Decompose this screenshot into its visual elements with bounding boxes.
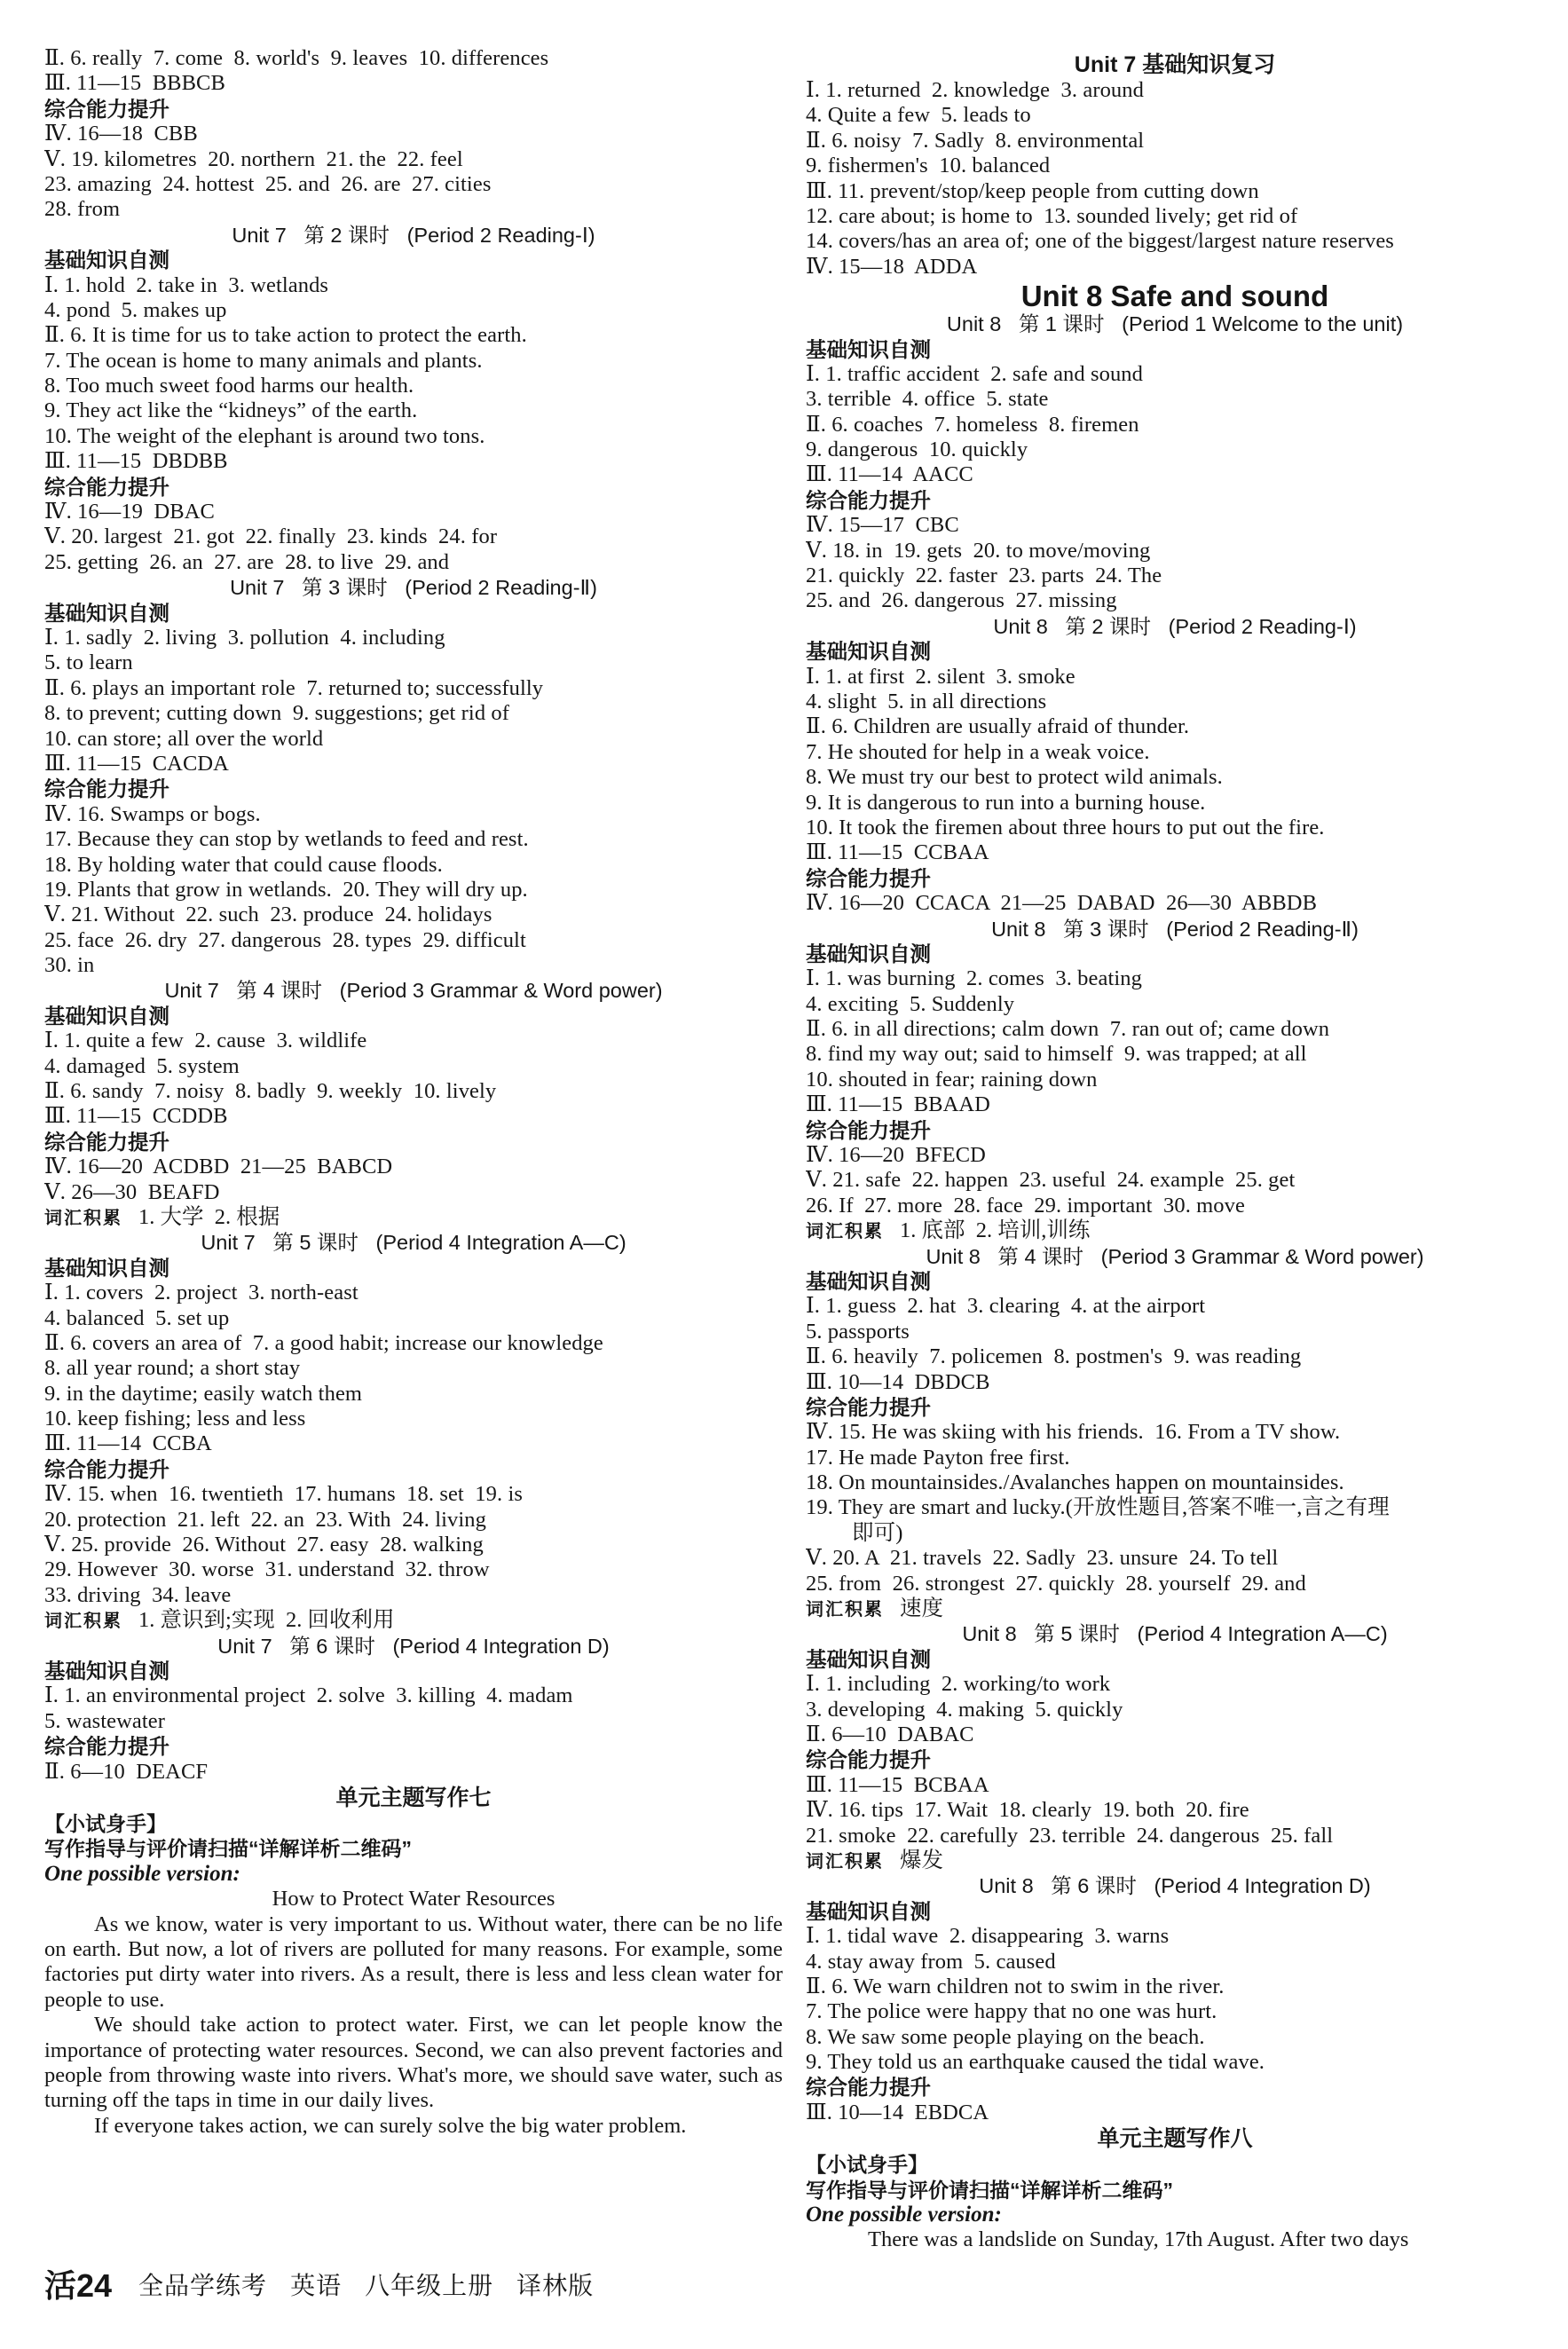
answer-line: Ⅳ. 16—20 CCACA 21—25 DABAD 26—30 ABBDB [806, 891, 1318, 916]
vocab-text: 速度 [900, 1596, 943, 1621]
section-heading: 基础知识自测 [806, 1269, 931, 1293]
section-heading: 综合能力提升 [806, 488, 931, 512]
section-heading: 综合能力提升 [44, 97, 169, 121]
answer-line: 8. Too much sweet food harms our health. [44, 374, 414, 398]
qr-tip: 写作指导与评价请扫描“详解详析二维码” [44, 1837, 412, 1861]
answer-line: Ⅱ. 6. Children are usually afraid of thunder. [806, 714, 1190, 739]
answer-line: Ⅱ. 6—10 DEACF [44, 1759, 209, 1784]
answer-line: Ⅳ. 15. He was skiing with his friends. 16. From a TV show. [806, 1420, 1341, 1445]
answer-line: 9. dangerous 10. quickly [806, 437, 1028, 462]
section-heading: 基础知识自测 [44, 1004, 169, 1028]
left-column [44, 46, 783, 2139]
answer-line: Ⅰ. 1. traffic accident 2. safe and sound [806, 361, 1144, 386]
answer-line: 4. slight 5. in all directions [806, 689, 1047, 713]
vocab-tag: 词汇积累 [806, 1851, 884, 1872]
answer-line: 29. However 30. worse 31. understand 32. throw [44, 1557, 490, 1582]
answer-line: Ⅲ. 10—14 DBDCB [806, 1369, 990, 1394]
essay-paragraph: We should take action to protect water. First, we can let people know the importance of protecting water resources. Second, we can also prevent factories and people from throwing waste into rivers. What's more, we should save water, such as turning off the taps in time in our daily lives. [44, 2013, 783, 2113]
unit-review-title: Unit 7 基础知识复习 [1074, 52, 1276, 77]
answer-line: 5. passports [806, 1319, 910, 1344]
answer-line: Ⅲ. 11—15 BCBAA [806, 1772, 989, 1797]
answer-line: Ⅳ. 16. Swamps or bogs. [44, 801, 261, 826]
possible-version-label: One possible version: [44, 1861, 240, 1886]
series-name: 全品学练考 [138, 2271, 268, 2299]
answer-line: Ⅲ. 11—15 BBBCB [44, 71, 225, 96]
answer-line: 10. keep fishing; less and less [44, 1407, 306, 1431]
answer-line: 8. find my way out; said to himself 9. was trapped; at all [806, 1042, 1307, 1067]
vocab-tag: 词汇积累 [44, 1208, 122, 1228]
answer-line: Ⅳ. 15—17 CBC [806, 513, 959, 538]
period-heading: Unit 8 第 3 课时 (Period 2 Reading-Ⅱ) [991, 917, 1359, 941]
answer-line: 28. from [44, 197, 121, 222]
answer-line: Ⅴ. 20. largest 21. got 22. finally 23. kinds 24. for [44, 524, 498, 549]
answer-line: 7. The police were happy that no one was hurt. [806, 1999, 1217, 2024]
essay-title: How to Protect Water Resources [272, 1887, 555, 1912]
answer-line: Ⅳ. 16. tips 17. Wait 18. clearly 19. both 20. fire [806, 1798, 1249, 1823]
answer-line: Ⅴ. 19. kilometres 20. northern 21. the 22. feel [44, 146, 463, 171]
answer-line: Ⅱ. 6. coaches 7. homeless 8. firemen [806, 412, 1139, 437]
section-heading: 综合能力提升 [806, 1395, 931, 1419]
answer-line: Ⅰ. 1. guess 2. hat 3. clearing 4. at the airport [806, 1294, 1206, 1319]
book-info [138, 2272, 617, 2299]
answer-line: Ⅰ. 1. quite a few 2. cause 3. wildlife [44, 1029, 367, 1053]
unit-title: Unit 8 Safe and sound [1020, 280, 1329, 313]
answer-line: 7. The ocean is home to many animals and plants. [44, 348, 483, 373]
essay-paragraph: If everyone takes action, we can surely solve the big water problem. [94, 2113, 687, 2138]
essay-paragraph: As we know, water is very important to us. Without water, there can be no life on earth. But now, a lot of rivers are polluted for many reasons. For example, some factories put dirty water into rivers. As a result, there is less and less clean water for people to use. [44, 1912, 783, 2012]
grade-name: 八年级上册 [365, 2271, 494, 2299]
answer-line: Ⅲ. 11—15 CACDA [44, 751, 229, 776]
answer-line: 9. in the daytime; easily watch them [44, 1381, 363, 1406]
edition-name: 译林版 [516, 2271, 595, 2299]
tryout-label: 【小试身手】 [44, 1811, 167, 1835]
answer-line: 25. and 26. dangerous 27. missing [806, 588, 1117, 613]
answer-line: 33. driving 34. leave [44, 1582, 232, 1607]
vocab-tag: 词汇积累 [806, 1222, 884, 1242]
answer-line: 17. Because they can stop by wetlands to feed and rest. [44, 827, 529, 852]
section-heading: 基础知识自测 [44, 1256, 169, 1280]
writing-section-title: 单元主题写作七 [335, 1785, 492, 1810]
subject-name: 英语 [290, 2271, 343, 2299]
answer-line: Ⅰ. 1. tidal wave 2. disappearing 3. warns [806, 1924, 1170, 1949]
answer-line: Ⅰ. 1. returned 2. knowledge 3. around [806, 78, 1144, 102]
page-footer [44, 2261, 617, 2302]
answer-line: 10. It took the firemen about three hours to put out the fire. [806, 815, 1325, 839]
answer-line: 18. On mountainsides./Avalanches happen on mountainsides. [806, 1470, 1344, 1495]
writing-section-title: 单元主题写作八 [1097, 2126, 1253, 2152]
answer-line: Ⅱ. 6. covers an area of 7. a good habit; increase our knowledge [44, 1330, 603, 1355]
section-heading: 综合能力提升 [44, 777, 169, 801]
answer-line: Ⅲ. 10—14 EBDCA [806, 2100, 989, 2124]
answer-line: 9. They act like the “kidneys” of the earth. [44, 398, 418, 423]
answer-line: 3. terrible 4. office 5. state [806, 387, 1049, 412]
answer-line: 19. They are smart and lucky.(开放性题目,答案不唯一,言之有理 [806, 1495, 1390, 1520]
answer-line: 14. covers/has an area of; one of the biggest/largest nature reserves [806, 229, 1394, 254]
section-heading: 综合能力提升 [806, 2076, 931, 2100]
answer-line: 25. from 26. strongest 27. quickly 28. yourself 29. and [806, 1571, 1306, 1596]
answer-line: 17. He made Payton free first. [806, 1445, 1070, 1470]
answer-line: 26. If 27. more 28. face 29. important 30. move [806, 1193, 1245, 1218]
section-heading: 基础知识自测 [44, 248, 169, 272]
tryout-label: 【小试身手】 [806, 2153, 928, 2177]
answer-line: Ⅰ. 1. sadly 2. living 3. pollution 4. including [44, 625, 445, 650]
answer-line: Ⅱ. 6—10 DABAC [806, 1722, 974, 1746]
answer-line: 21. quickly 22. faster 23. parts 24. The [806, 564, 1162, 588]
section-heading: 综合能力提升 [44, 1130, 169, 1154]
answer-line: Ⅱ. 6. sandy 7. noisy 8. badly 9. weekly 10. lively [44, 1079, 497, 1104]
period-heading: Unit 8 第 2 课时 (Period 2 Reading-Ⅰ) [993, 614, 1357, 638]
answer-line: Ⅳ. 16—20 ACDBD 21—25 BABCD [44, 1155, 393, 1179]
answer-line: 10. shouted in fear; raining down [806, 1067, 1098, 1092]
period-heading: Unit 8 第 1 课时 (Period 1 Welcome to the unit) [946, 312, 1404, 336]
answer-line: 4. exciting 5. Suddenly [806, 991, 1015, 1016]
answer-line: Ⅲ. 11—15 CCDDB [44, 1104, 228, 1129]
vocab-tag: 词汇积累 [806, 1600, 884, 1620]
answer-line: Ⅰ. 1. an environmental project 2. solve 3. killing 4. madam [44, 1683, 573, 1708]
section-heading: 综合能力提升 [806, 1748, 931, 1772]
section-heading: 基础知识自测 [806, 1899, 931, 1923]
answer-line: 3. developing 4. making 5. quickly [806, 1697, 1123, 1722]
vocab-text: 1. 意识到;实现 2. 回收利用 [138, 1608, 395, 1633]
qr-tip: 写作指导与评价请扫描“详解详析二维码” [806, 2178, 1173, 2202]
vocab-accumulation [806, 1596, 1544, 1621]
answer-line: Ⅴ. 25. provide 26. Without 27. easy 28. walking [44, 1533, 484, 1557]
section-heading: 基础知识自测 [44, 601, 169, 625]
answer-line: Ⅰ. 1. including 2. working/to work [806, 1672, 1111, 1697]
answer-line: 4. balanced 5. set up [44, 1305, 230, 1330]
answer-line: Ⅴ. 26—30 BEAFD [44, 1179, 220, 1204]
answer-line: 19. Plants that grow in wetlands. 20. They will dry up. [44, 877, 528, 902]
answer-line: Ⅴ. 21. safe 22. happen 23. useful 24. example 25. get [806, 1168, 1296, 1193]
answer-line: 20. protection 21. left 22. an 23. With 24. living [44, 1507, 486, 1532]
answer-line: Ⅱ. 6. heavily 7. policemen 8. postmen's 9. was reading [806, 1344, 1302, 1369]
answer-line: Ⅱ. 6. It is time for us to take action to protect the earth. [44, 323, 527, 348]
vocab-accumulation [44, 1608, 783, 1633]
answer-line: 10. The weight of the elephant is around two tons. [44, 423, 485, 448]
period-heading: Unit 7 第 3 课时 (Period 2 Reading-Ⅱ) [230, 576, 597, 600]
answer-line: Ⅴ. 18. in 19. gets 20. to move/moving [806, 538, 1151, 563]
answer-line: 10. can store; all over the world [44, 726, 324, 751]
vocab-accumulation [44, 1205, 783, 1230]
period-heading: Unit 8 第 6 课时 (Period 4 Integration D) [979, 1874, 1371, 1898]
period-heading: Unit 7 第 5 课时 (Period 4 Integration A—C) [201, 1231, 626, 1255]
section-heading: 基础知识自测 [806, 1647, 931, 1671]
answer-line: 4. pond 5. makes up [44, 297, 227, 322]
answer-line: 21. smoke 22. carefully 23. terrible 24. dangerous 25. fall [806, 1823, 1334, 1848]
answer-line: 4. Quite a few 5. leads to [806, 103, 1031, 128]
section-heading: 基础知识自测 [806, 337, 931, 361]
answer-block [44, 46, 783, 97]
answer-line: Ⅱ. 6. We warn children not to swim in the river. [806, 1974, 1225, 1998]
vocab-tag: 词汇积累 [44, 1612, 122, 1632]
answer-line: 8. We saw some people playing on the beach. [806, 2024, 1205, 2049]
answer-line: 8. We must try our best to protect wild animals. [806, 765, 1223, 790]
answer-line: Ⅴ. 20. A 21. travels 22. Sadly 23. unsure 24. To tell [806, 1546, 1279, 1571]
answer-line: 即可) [852, 1520, 903, 1545]
answer-line: 7. He shouted for help in a weak voice. [806, 739, 1150, 764]
answer-line: Ⅴ. 21. Without 22. such 23. produce 24. holidays [44, 903, 492, 927]
period-heading: Unit 7 第 4 课时 (Period 3 Grammar & Word power) [164, 979, 663, 1003]
answer-line: Ⅱ. 6. plays an important role 7. returned to; successfully [44, 675, 544, 700]
answer-line: 18. By holding water that could cause floods. [44, 852, 443, 877]
answer-line: Ⅱ. 6. noisy 7. Sadly 8. environmental [806, 128, 1145, 153]
answer-line: 9. fishermen's 10. balanced [806, 154, 1051, 178]
answer-line: Ⅳ. 15—18 ADDA [806, 254, 978, 279]
vocab-text: 1. 底部 2. 培训,训练 [900, 1218, 1091, 1243]
answer-line: Ⅲ. 11—15 DBDBB [44, 449, 228, 474]
section-heading: 综合能力提升 [44, 1735, 169, 1759]
answer-line: 9. It is dangerous to run into a burning house. [806, 790, 1206, 815]
vocab-accumulation [806, 1848, 1544, 1873]
answer-line: Ⅳ. 16—20 BFECD [806, 1143, 986, 1168]
answer-line: Ⅲ. 11—15 CCBAA [806, 840, 989, 865]
answer-line: Ⅱ. 6. really 7. come 8. world's 9. leaves 10. differences [44, 46, 549, 70]
period-heading: Unit 7 第 6 课时 (Period 4 Integration D) [217, 1634, 610, 1658]
vocab-accumulation [806, 1218, 1544, 1243]
right-column [806, 46, 1544, 2253]
answer-line: Ⅰ. 1. was burning 2. comes 3. beating [806, 966, 1142, 991]
answer-line: 12. care about; is home to 13. sounded lively; get rid of [806, 203, 1298, 228]
page-number: 活24 [44, 2267, 113, 2304]
answer-line: 5. wastewater [44, 1708, 165, 1733]
section-heading: 综合能力提升 [806, 866, 931, 890]
period-heading: Unit 8 第 4 课时 (Period 3 Grammar & Word power) [926, 1244, 1424, 1268]
answer-line: 8. to prevent; cutting down 9. suggestions; get rid of [44, 701, 510, 726]
answer-line: 30. in [44, 953, 95, 978]
answer-line: Ⅲ. 11—14 CCBA [44, 1431, 212, 1456]
answer-line: Ⅰ. 1. covers 2. project 3. north-east [44, 1281, 359, 1305]
section-heading: 基础知识自测 [806, 942, 931, 966]
answer-line: 25. getting 26. an 27. are 28. to live 29. and [44, 549, 450, 574]
answer-line: Ⅲ. 11—14 AACC [806, 462, 973, 487]
section-heading: 综合能力提升 [44, 475, 169, 499]
period-heading: Unit 7 第 2 课时 (Period 2 Reading-Ⅰ) [232, 223, 595, 247]
section-heading: 基础知识自测 [44, 1659, 169, 1683]
essay-opening: There was a landslide on Sunday, 17th August. After two days [868, 2227, 1409, 2252]
answer-line: 23. amazing 24. hottest 25. and 26. are 27. cities [44, 171, 492, 196]
vocab-text: 爆发 [900, 1848, 943, 1872]
answer-line: Ⅳ. 15. when 16. twentieth 17. humans 18. set 19. is [44, 1482, 523, 1507]
answer-line: Ⅱ. 6. in all directions; calm down 7. ran out of; came down [806, 1017, 1330, 1042]
section-heading: 综合能力提升 [44, 1457, 169, 1481]
answer-line: 9. They told us an earthquake caused the tidal wave. [806, 2050, 1265, 2075]
answer-line: Ⅲ. 11. prevent/stop/keep people from cutting down [806, 178, 1259, 203]
answer-line: Ⅳ. 16—18 CBB [44, 122, 198, 146]
answer-line: Ⅰ. 1. at first 2. silent 3. smoke [806, 664, 1076, 689]
answer-line: 5. to learn [44, 650, 133, 675]
answer-line: 25. face 26. dry 27. dangerous 28. types 29. difficult [44, 927, 526, 952]
answer-line: 4. stay away from 5. caused [806, 1949, 1056, 1974]
section-heading: 基础知识自测 [806, 640, 931, 664]
possible-version-label: One possible version: [806, 2203, 1002, 2227]
answer-line: Ⅰ. 1. hold 2. take in 3. wetlands [44, 272, 329, 297]
vocab-text: 1. 大学 2. 根据 [138, 1204, 280, 1229]
answer-line: 8. all year round; a short stay [44, 1356, 301, 1381]
section-heading: 综合能力提升 [806, 1118, 931, 1142]
answer-line: Ⅲ. 11—15 BBAAD [806, 1092, 990, 1117]
period-heading: Unit 8 第 5 课时 (Period 4 Integration A—C) [962, 1622, 1388, 1646]
answer-line: 4. damaged 5. system [44, 1053, 240, 1078]
answer-line: Ⅳ. 16—19 DBAC [44, 500, 215, 524]
